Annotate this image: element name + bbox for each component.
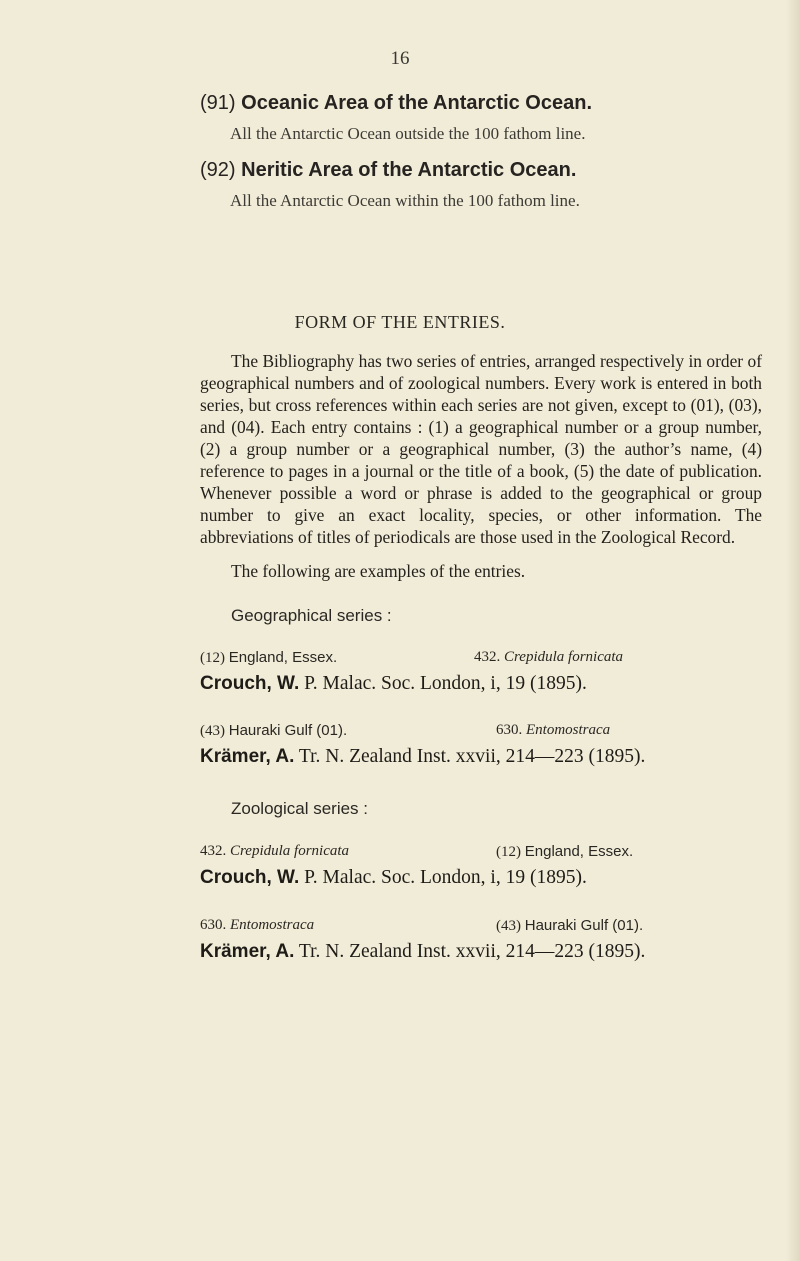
- geo-name: England, Essex.: [228, 649, 338, 666]
- area-number: (92): [200, 159, 236, 181]
- geo-name: Hauraki Gulf (01).: [524, 917, 644, 934]
- geo-name: England, Essex.: [524, 843, 634, 860]
- reference: Tr. N. Zealand Inst. xxvii, 214—223 (1895).: [298, 746, 646, 767]
- zoo-code: 630.: [496, 722, 523, 738]
- geo-code: (12): [200, 650, 225, 666]
- geo-code: (12): [496, 844, 521, 860]
- geographical-entry: [200, 722, 765, 768]
- zoological-entry: [200, 917, 765, 963]
- area-92-description: All the Antarctic Ocean within the 100 fathom line.: [230, 191, 580, 210]
- area-name: Neritic Area of the Antarctic Ocean.: [241, 159, 577, 181]
- zoological-entry: [200, 843, 765, 889]
- reference: P. Malac. Soc. London, i, 19 (1895).: [304, 867, 587, 888]
- geo-code: (43): [200, 723, 225, 739]
- author-name: Krämer, A.: [200, 746, 295, 767]
- zoo-name: Entomostraca: [230, 917, 315, 933]
- zoo-name: Crepidula fornicata: [504, 649, 624, 665]
- geo-code: (43): [496, 918, 521, 934]
- zoo-code: 432.: [200, 843, 227, 859]
- area-name: Oceanic Area of the Antarctic Ocean.: [241, 92, 592, 114]
- section-heading: FORM OF THE ENTRIES.: [294, 312, 506, 332]
- geographical-entry: [200, 649, 765, 695]
- author-name: Crouch, W.: [200, 867, 300, 888]
- page-edge-shadow: [786, 0, 800, 1261]
- reference: Tr. N. Zealand Inst. xxvii, 214—223 (1895).: [298, 941, 646, 962]
- zoo-name: Crepidula fornicata: [230, 843, 350, 859]
- body-paragraph: The Bibliography has two series of entries, arranged respectively in order of geographical numbers and of zoological numbers. Every work is entered in both series, but cross references within each series are not given, except to (01), (03), and (04). Each entry contains : (1) a geographical number or a group number, (2) a group number or a geographical number, (3) the author’s name, (4) reference to pages in a journal or the title of a book, (5) the date of publication. Whenever possible a word or phrase is added to the geographical or group number to give an exact locality, species, or other information. The abbreviations of titles of periodicals are those used in the Zoological Record.: [200, 351, 762, 547]
- area-91-title: [200, 92, 592, 115]
- zoo-code: 630.: [200, 917, 227, 933]
- examples-intro: The following are examples of the entries.: [231, 561, 526, 581]
- zoological-series-heading: Zoological series :: [231, 799, 369, 818]
- reference: P. Malac. Soc. London, i, 19 (1895).: [304, 673, 587, 694]
- author-name: Crouch, W.: [200, 673, 300, 694]
- area-91-description: All the Antarctic Ocean outside the 100 fathom line.: [230, 124, 586, 143]
- zoo-name: Entomostraca: [526, 722, 611, 738]
- page-number: 16: [390, 48, 410, 69]
- area-number: (91): [200, 92, 236, 114]
- area-92-title: [200, 159, 576, 182]
- zoo-code: 432.: [474, 649, 501, 665]
- geographical-series-heading: Geographical series :: [231, 606, 392, 625]
- author-name: Krämer, A.: [200, 941, 295, 962]
- geo-name: Hauraki Gulf (01).: [228, 722, 348, 739]
